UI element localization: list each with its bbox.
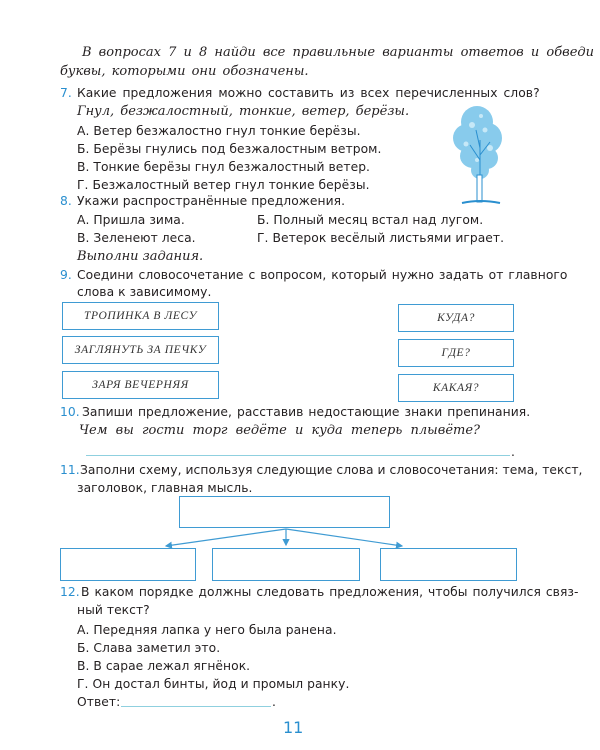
q12-question-line-1: В каком порядке должны следовать предложения, чтобы получился связ-: [81, 585, 579, 599]
q9-question-line-1: Соедини словосочетание с вопросом, который нужно задать от главного: [77, 268, 568, 282]
question-box-1[interactable]: КУДА?: [398, 304, 514, 332]
phrase-box-2[interactable]: ЗАГЛЯНУТЬ ЗА ПЕЧКУ: [62, 336, 219, 364]
q12-answer-line[interactable]: [121, 706, 271, 707]
q8-option-d[interactable]: Г. Ветерок весёлый листьями играет.: [257, 231, 505, 245]
q7-option-b[interactable]: Б. Берёзы гнулись под безжалостным ветром.: [77, 142, 382, 156]
phrase-box-3[interactable]: ЗАРЯ ВЕЧЕРНЯЯ: [62, 371, 219, 399]
q9-number: 9.: [60, 268, 72, 282]
scheme-bottom-box-2[interactable]: [212, 548, 360, 581]
q7-words: Гнул, безжалостный, тонкие, ветер, берёзы.: [77, 104, 410, 119]
q8-option-c[interactable]: В. Зеленеют леса.: [77, 231, 196, 245]
q7-option-a[interactable]: А. Ветер безжалостно гнул тонкие берёзы.: [77, 124, 361, 138]
q12-number: 12.: [60, 585, 80, 599]
q7-number: 7.: [60, 86, 72, 100]
page-number: 11: [283, 718, 304, 737]
section-heading: Выполни задания.: [77, 249, 204, 264]
question-box-2[interactable]: ГДЕ?: [398, 339, 514, 367]
q10-answer-end: .: [511, 445, 515, 459]
q8-number: 8.: [60, 194, 72, 208]
question-box-3[interactable]: КАКАЯ?: [398, 374, 514, 402]
q9-question-line-2: слова к зависимому.: [77, 285, 212, 299]
scheme-bottom-box-3[interactable]: [380, 548, 517, 581]
intro-line-2: буквы, которыми они обозначены.: [60, 64, 309, 79]
q7-question: Какие предложения можно составить из всех перечисленных слов?: [77, 86, 540, 100]
q8-option-a[interactable]: А. Пришла зима.: [77, 213, 185, 227]
q12-answer-end: .: [272, 695, 276, 709]
q8-option-b[interactable]: Б. Полный месяц встал над лугом.: [257, 213, 484, 227]
phrase-box-1[interactable]: ТРОПИНКА В ЛЕСУ: [62, 302, 219, 330]
q12-option-d: Г. Он достал бинты, йод и промыл ранку.: [77, 677, 350, 691]
intro-line-1: В вопросах 7 и 8 найди все правильные варианты ответов и обведи: [82, 45, 595, 60]
q7-option-d[interactable]: Г. Безжалостный ветер гнул тонкие берёзы.: [77, 178, 370, 192]
q12-question-line-2: ный текст?: [77, 603, 150, 617]
q12-option-b: Б. Слава заметил это.: [77, 641, 221, 655]
q8-question: Укажи распространённые предложения.: [77, 194, 346, 208]
q10-sentence: Чем вы гости торг ведёте и куда теперь плывёте?: [79, 423, 481, 438]
q10-number: 10.: [60, 405, 80, 419]
q11-question-line-1: Заполни схему, используя следующие слова и словосочетания: тема, текст,: [80, 463, 583, 477]
q11-question-line-2: заголовок, главная мысль.: [77, 481, 253, 495]
q11-number: 11.: [60, 463, 80, 477]
q12-answer-label: Ответ:: [77, 695, 121, 709]
q12-option-a: А. Передняя лапка у него была ранена.: [77, 623, 337, 637]
q7-option-c[interactable]: В. Тонкие берёзы гнул безжалостный ветер.: [77, 160, 371, 174]
q10-question: Запиши предложение, расставив недостающие знаки препинания.: [82, 405, 531, 419]
q12-option-c: В. В сарае лежал ягнёнок.: [77, 659, 251, 673]
scheme-bottom-box-1[interactable]: [60, 548, 196, 581]
